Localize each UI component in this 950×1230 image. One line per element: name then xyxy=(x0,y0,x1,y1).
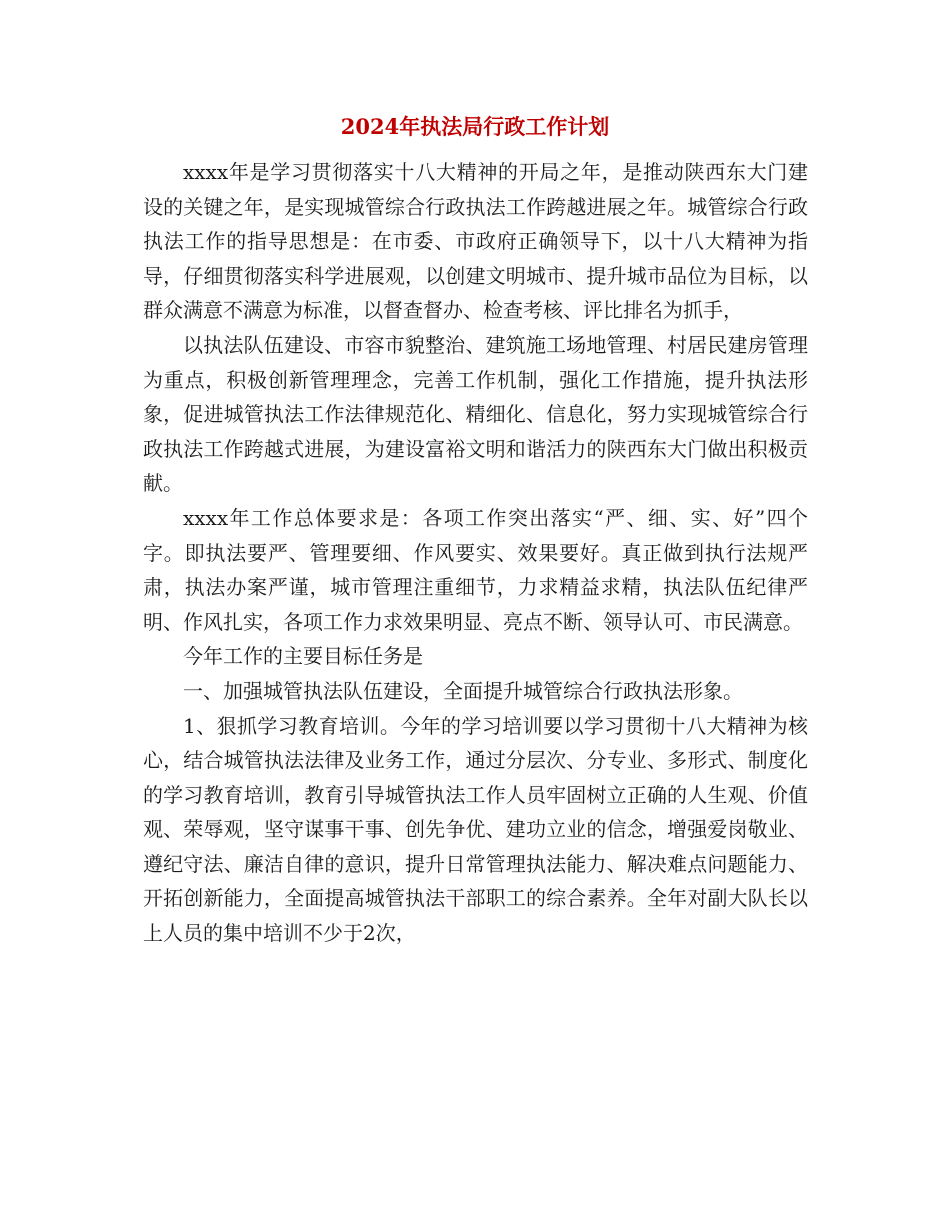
paragraph-1: xxxx年是学习贯彻落实十八大精神的开局之年，是推动陕西东大门建设的关键之年，是实现城管综合行政执法工作跨越进展之年。城管综合行政执法工作的指导思想是：在市委、市政府正确领导下，以十八大精神为指导，仔细贯彻落实科学进展观，以创建文明城市、提升城市品位为目标，以群众满意不满意为标准，以督查督办、检查考核、评比排名为抓手， xyxy=(143,160,808,323)
paragraph-3: xxxx年工作总体要求是：各项工作突出落实“严、细、实、好”四个字。即执法要严、管理要细、作风要实、效果要好。真正做到执行法规严肃，执法办案严谨，城市管理注重细节，力求精益求精，执法队伍纪律严明、作风扎实，各项工作力求效果明显、亮点不断、领导认可、市民满意。 xyxy=(143,505,808,634)
paragraph-4: 今年工作的主要目标任务是 xyxy=(183,644,423,669)
document-body xyxy=(143,155,808,951)
paragraph-6: 1、狠抓学习教育培训。今年的学习培训要以学习贯彻十八大精神为核心，结合城管执法法律及业务工作，通过分层次、分专业、多形式、制度化的学习教育培训，教育引导城管执法工作人员牢固树立正确的人生观、价值观、荣辱观，坚守谋事干事、创先争优、建功立业的信念，增强爱岗敬业、遵纪守法、廉洁自律的意识，提升日常管理执法能力、解决难点问题能力、开拓创新能力，全面提高城管执法干部职工的综合素养。全年对副大队长以上人员的集中培训不少于2次， xyxy=(143,713,808,946)
document-title: 2024年执法局行政工作计划 xyxy=(340,114,610,139)
section-heading-1: 一、加强城管执法队伍建设，全面提升城管综合行政执法形象。 xyxy=(183,678,743,703)
paragraph-2: 以执法队伍建设、市容市貌整治、建筑施工场地管理、村居民建房管理为重点，积极创新管理理念，完善工作机制，强化工作措施，提升执法形象，促进城管执法工作法律规范化、精细化、信息化，努力实现城管综合行政执法工作跨越式进展，为建设富裕文明和谐活力的陕西东大门做出积极贡献。 xyxy=(143,332,808,496)
